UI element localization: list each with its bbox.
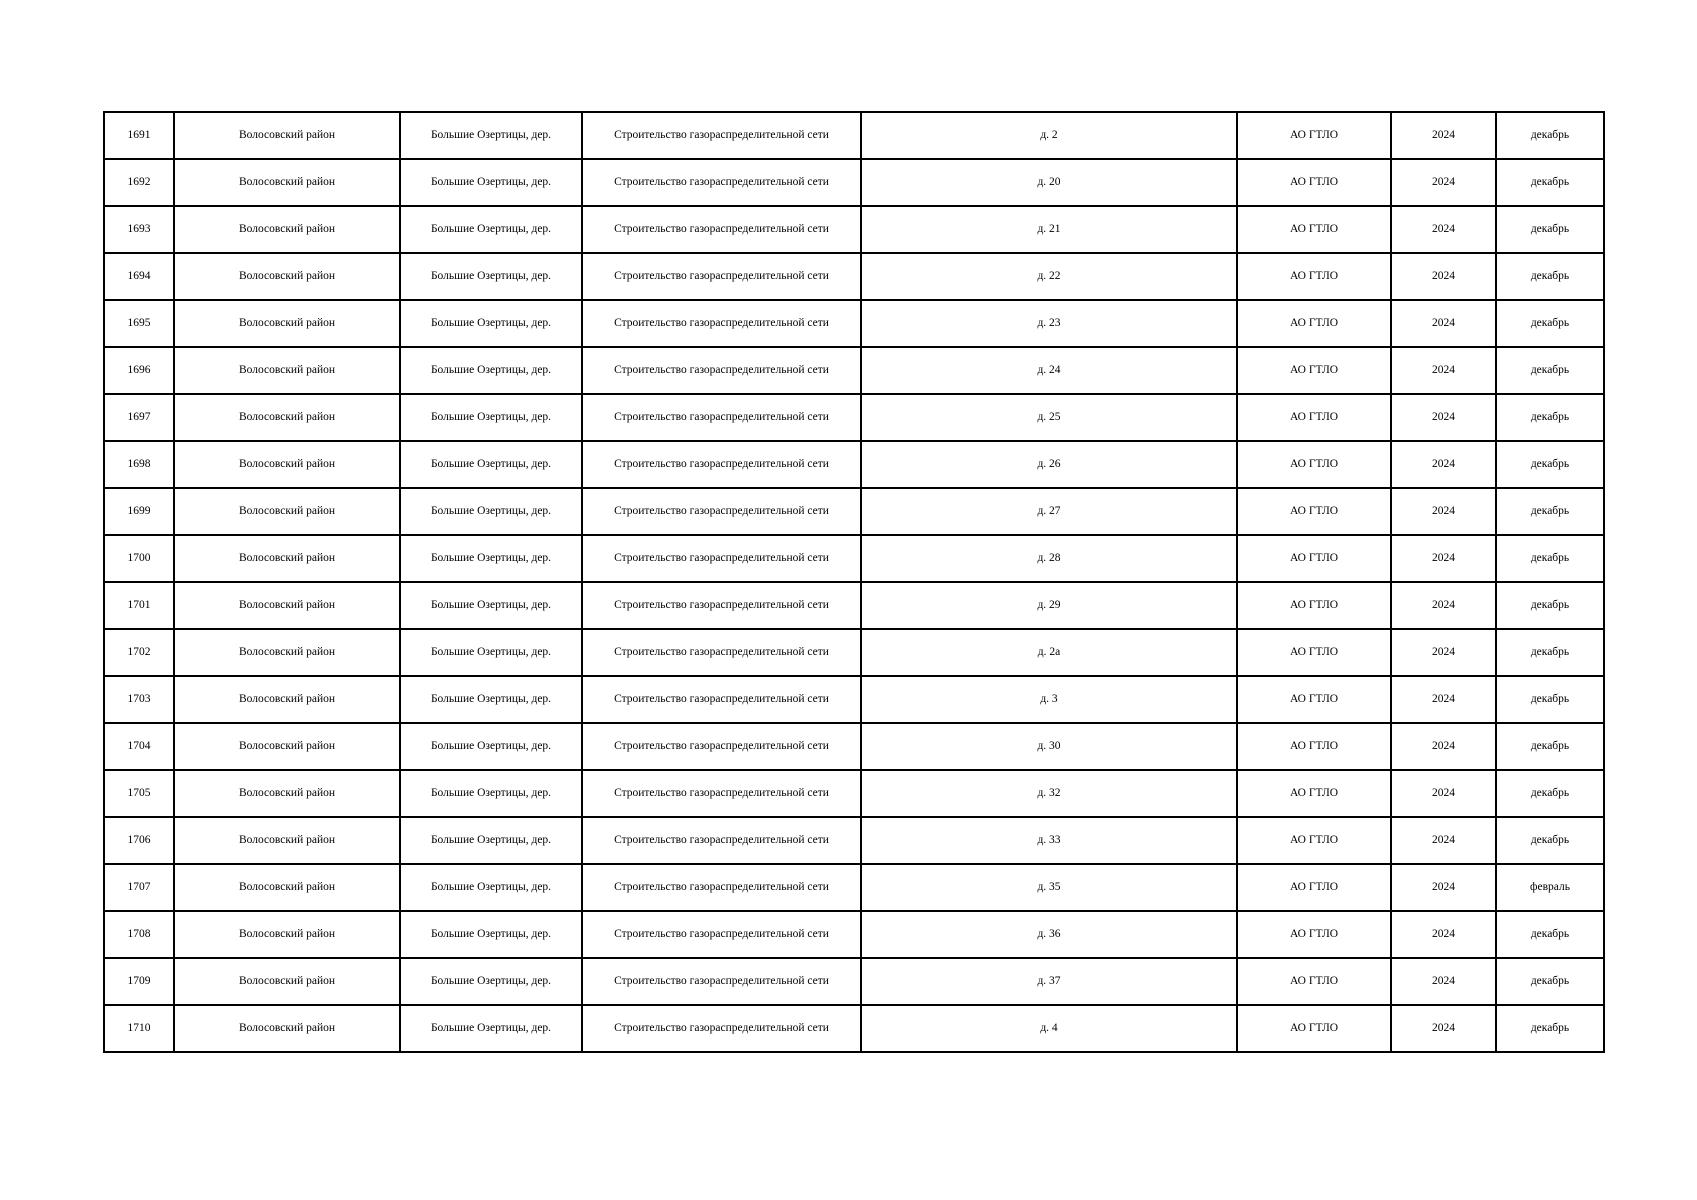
year-cell: 2024 xyxy=(1391,770,1496,817)
row-number-cell: 1701 xyxy=(104,582,174,629)
row-number-cell: 1693 xyxy=(104,206,174,253)
table-row xyxy=(104,300,1604,347)
address-cell: д. 32 xyxy=(861,770,1237,817)
district-cell: Волосовский район xyxy=(174,441,400,488)
operator-cell: АО ГТЛО xyxy=(1237,253,1391,300)
district-cell: Волосовский район xyxy=(174,535,400,582)
locality-cell: Большие Озертицы, дер. xyxy=(400,159,582,206)
work-type-cell: Строительство газораспределительной сети xyxy=(582,770,861,817)
operator-cell: АО ГТЛО xyxy=(1237,300,1391,347)
district-cell: Волосовский район xyxy=(174,864,400,911)
month-cell: декабрь xyxy=(1496,958,1604,1005)
table-row xyxy=(104,770,1604,817)
operator-cell: АО ГТЛО xyxy=(1237,347,1391,394)
address-cell: д. 28 xyxy=(861,535,1237,582)
year-cell: 2024 xyxy=(1391,535,1496,582)
table-row xyxy=(104,488,1604,535)
locality-cell: Большие Озертицы, дер. xyxy=(400,629,582,676)
year-cell: 2024 xyxy=(1391,723,1496,770)
district-cell: Волосовский район xyxy=(174,488,400,535)
table-body xyxy=(104,112,1604,1052)
district-cell: Волосовский район xyxy=(174,300,400,347)
table-row xyxy=(104,817,1604,864)
operator-cell: АО ГТЛО xyxy=(1237,159,1391,206)
operator-cell: АО ГТЛО xyxy=(1237,582,1391,629)
month-cell: декабрь xyxy=(1496,112,1604,159)
address-cell: д. 36 xyxy=(861,911,1237,958)
locality-cell: Большие Озертицы, дер. xyxy=(400,394,582,441)
row-number-cell: 1699 xyxy=(104,488,174,535)
year-cell: 2024 xyxy=(1391,394,1496,441)
month-cell: декабрь xyxy=(1496,300,1604,347)
month-cell: февраль xyxy=(1496,864,1604,911)
operator-cell: АО ГТЛО xyxy=(1237,958,1391,1005)
work-type-cell: Строительство газораспределительной сети xyxy=(582,441,861,488)
address-cell: д. 26 xyxy=(861,441,1237,488)
year-cell: 2024 xyxy=(1391,958,1496,1005)
row-number-cell: 1706 xyxy=(104,817,174,864)
address-cell: д. 20 xyxy=(861,159,1237,206)
month-cell: декабрь xyxy=(1496,817,1604,864)
year-cell: 2024 xyxy=(1391,911,1496,958)
table-row xyxy=(104,253,1604,300)
year-cell: 2024 xyxy=(1391,159,1496,206)
locality-cell: Большие Озертицы, дер. xyxy=(400,864,582,911)
table-row xyxy=(104,535,1604,582)
locality-cell: Большие Озертицы, дер. xyxy=(400,253,582,300)
year-cell: 2024 xyxy=(1391,629,1496,676)
district-cell: Волосовский район xyxy=(174,770,400,817)
work-type-cell: Строительство газораспределительной сети xyxy=(582,253,861,300)
operator-cell: АО ГТЛО xyxy=(1237,629,1391,676)
work-type-cell: Строительство газораспределительной сети xyxy=(582,723,861,770)
work-type-cell: Строительство газораспределительной сети xyxy=(582,582,861,629)
year-cell: 2024 xyxy=(1391,347,1496,394)
table-row xyxy=(104,676,1604,723)
address-cell: д. 3 xyxy=(861,676,1237,723)
year-cell: 2024 xyxy=(1391,253,1496,300)
district-cell: Волосовский район xyxy=(174,112,400,159)
table-row xyxy=(104,159,1604,206)
work-type-cell: Строительство газораспределительной сети xyxy=(582,394,861,441)
address-cell: д. 4 xyxy=(861,1005,1237,1052)
month-cell: декабрь xyxy=(1496,676,1604,723)
locality-cell: Большие Озертицы, дер. xyxy=(400,770,582,817)
table-row xyxy=(104,911,1604,958)
operator-cell: АО ГТЛО xyxy=(1237,441,1391,488)
work-type-cell: Строительство газораспределительной сети xyxy=(582,535,861,582)
work-type-cell: Строительство газораспределительной сети xyxy=(582,488,861,535)
work-type-cell: Строительство газораспределительной сети xyxy=(582,676,861,723)
row-number-cell: 1696 xyxy=(104,347,174,394)
row-number-cell: 1695 xyxy=(104,300,174,347)
row-number-cell: 1708 xyxy=(104,911,174,958)
row-number-cell: 1704 xyxy=(104,723,174,770)
address-cell: д. 33 xyxy=(861,817,1237,864)
locality-cell: Большие Озертицы, дер. xyxy=(400,206,582,253)
table-row xyxy=(104,394,1604,441)
locality-cell: Большие Озертицы, дер. xyxy=(400,112,582,159)
work-type-cell: Строительство газораспределительной сети xyxy=(582,911,861,958)
month-cell: декабрь xyxy=(1496,347,1604,394)
table-row xyxy=(104,441,1604,488)
work-type-cell: Строительство газораспределительной сети xyxy=(582,958,861,1005)
operator-cell: АО ГТЛО xyxy=(1237,112,1391,159)
address-cell: д. 25 xyxy=(861,394,1237,441)
year-cell: 2024 xyxy=(1391,300,1496,347)
operator-cell: АО ГТЛО xyxy=(1237,206,1391,253)
operator-cell: АО ГТЛО xyxy=(1237,488,1391,535)
table-row xyxy=(104,629,1604,676)
locality-cell: Большие Озертицы, дер. xyxy=(400,817,582,864)
month-cell: декабрь xyxy=(1496,629,1604,676)
row-number-cell: 1707 xyxy=(104,864,174,911)
address-cell: д. 30 xyxy=(861,723,1237,770)
year-cell: 2024 xyxy=(1391,582,1496,629)
operator-cell: АО ГТЛО xyxy=(1237,817,1391,864)
work-type-cell: Строительство газораспределительной сети xyxy=(582,1005,861,1052)
row-number-cell: 1703 xyxy=(104,676,174,723)
address-cell: д. 29 xyxy=(861,582,1237,629)
address-cell: д. 24 xyxy=(861,347,1237,394)
table-row xyxy=(104,582,1604,629)
district-cell: Волосовский район xyxy=(174,394,400,441)
table-row xyxy=(104,864,1604,911)
year-cell: 2024 xyxy=(1391,488,1496,535)
month-cell: декабрь xyxy=(1496,1005,1604,1052)
district-cell: Волосовский район xyxy=(174,676,400,723)
operator-cell: АО ГТЛО xyxy=(1237,723,1391,770)
row-number-cell: 1702 xyxy=(104,629,174,676)
row-number-cell: 1692 xyxy=(104,159,174,206)
month-cell: декабрь xyxy=(1496,723,1604,770)
row-number-cell: 1709 xyxy=(104,958,174,1005)
operator-cell: АО ГТЛО xyxy=(1237,676,1391,723)
month-cell: декабрь xyxy=(1496,911,1604,958)
address-cell: д. 2а xyxy=(861,629,1237,676)
year-cell: 2024 xyxy=(1391,864,1496,911)
work-type-cell: Строительство газораспределительной сети xyxy=(582,112,861,159)
district-cell: Волосовский район xyxy=(174,347,400,394)
table-row xyxy=(104,206,1604,253)
month-cell: декабрь xyxy=(1496,535,1604,582)
district-cell: Волосовский район xyxy=(174,629,400,676)
month-cell: декабрь xyxy=(1496,488,1604,535)
operator-cell: АО ГТЛО xyxy=(1237,911,1391,958)
table-row xyxy=(104,723,1604,770)
operator-cell: АО ГТЛО xyxy=(1237,770,1391,817)
address-cell: д. 37 xyxy=(861,958,1237,1005)
year-cell: 2024 xyxy=(1391,441,1496,488)
month-cell: декабрь xyxy=(1496,441,1604,488)
locality-cell: Большие Озертицы, дер. xyxy=(400,300,582,347)
district-cell: Волосовский район xyxy=(174,159,400,206)
address-cell: д. 35 xyxy=(861,864,1237,911)
row-number-cell: 1697 xyxy=(104,394,174,441)
district-cell: Волосовский район xyxy=(174,958,400,1005)
district-cell: Волосовский район xyxy=(174,253,400,300)
locality-cell: Большие Озертицы, дер. xyxy=(400,582,582,629)
row-number-cell: 1694 xyxy=(104,253,174,300)
month-cell: декабрь xyxy=(1496,159,1604,206)
locality-cell: Большие Озертицы, дер. xyxy=(400,676,582,723)
operator-cell: АО ГТЛО xyxy=(1237,1005,1391,1052)
address-cell: д. 2 xyxy=(861,112,1237,159)
table-row xyxy=(104,112,1604,159)
address-cell: д. 23 xyxy=(861,300,1237,347)
year-cell: 2024 xyxy=(1391,1005,1496,1052)
operator-cell: АО ГТЛО xyxy=(1237,394,1391,441)
row-number-cell: 1710 xyxy=(104,1005,174,1052)
year-cell: 2024 xyxy=(1391,676,1496,723)
locality-cell: Большие Озертицы, дер. xyxy=(400,347,582,394)
operator-cell: АО ГТЛО xyxy=(1237,535,1391,582)
month-cell: декабрь xyxy=(1496,206,1604,253)
year-cell: 2024 xyxy=(1391,112,1496,159)
district-cell: Волосовский район xyxy=(174,1005,400,1052)
locality-cell: Большие Озертицы, дер. xyxy=(400,488,582,535)
table-row xyxy=(104,1005,1604,1052)
district-cell: Волосовский район xyxy=(174,206,400,253)
district-cell: Волосовский район xyxy=(174,582,400,629)
address-cell: д. 22 xyxy=(861,253,1237,300)
work-type-cell: Строительство газораспределительной сети xyxy=(582,817,861,864)
locality-cell: Большие Озертицы, дер. xyxy=(400,535,582,582)
row-number-cell: 1705 xyxy=(104,770,174,817)
operator-cell: АО ГТЛО xyxy=(1237,864,1391,911)
year-cell: 2024 xyxy=(1391,817,1496,864)
month-cell: декабрь xyxy=(1496,394,1604,441)
row-number-cell: 1691 xyxy=(104,112,174,159)
address-cell: д. 21 xyxy=(861,206,1237,253)
table-row xyxy=(104,958,1604,1005)
row-number-cell: 1698 xyxy=(104,441,174,488)
address-cell: д. 27 xyxy=(861,488,1237,535)
month-cell: декабрь xyxy=(1496,770,1604,817)
table-row xyxy=(104,347,1604,394)
gasification-schedule-table xyxy=(103,111,1605,1053)
year-cell: 2024 xyxy=(1391,206,1496,253)
locality-cell: Большие Озертицы, дер. xyxy=(400,723,582,770)
locality-cell: Большие Озертицы, дер. xyxy=(400,958,582,1005)
work-type-cell: Строительство газораспределительной сети xyxy=(582,159,861,206)
month-cell: декабрь xyxy=(1496,253,1604,300)
district-cell: Волосовский район xyxy=(174,911,400,958)
locality-cell: Большие Озертицы, дер. xyxy=(400,441,582,488)
work-type-cell: Строительство газораспределительной сети xyxy=(582,300,861,347)
work-type-cell: Строительство газораспределительной сети xyxy=(582,206,861,253)
row-number-cell: 1700 xyxy=(104,535,174,582)
district-cell: Волосовский район xyxy=(174,723,400,770)
work-type-cell: Строительство газораспределительной сети xyxy=(582,864,861,911)
district-cell: Волосовский район xyxy=(174,817,400,864)
locality-cell: Большие Озертицы, дер. xyxy=(400,911,582,958)
work-type-cell: Строительство газораспределительной сети xyxy=(582,629,861,676)
locality-cell: Большие Озертицы, дер. xyxy=(400,1005,582,1052)
work-type-cell: Строительство газораспределительной сети xyxy=(582,347,861,394)
month-cell: декабрь xyxy=(1496,582,1604,629)
